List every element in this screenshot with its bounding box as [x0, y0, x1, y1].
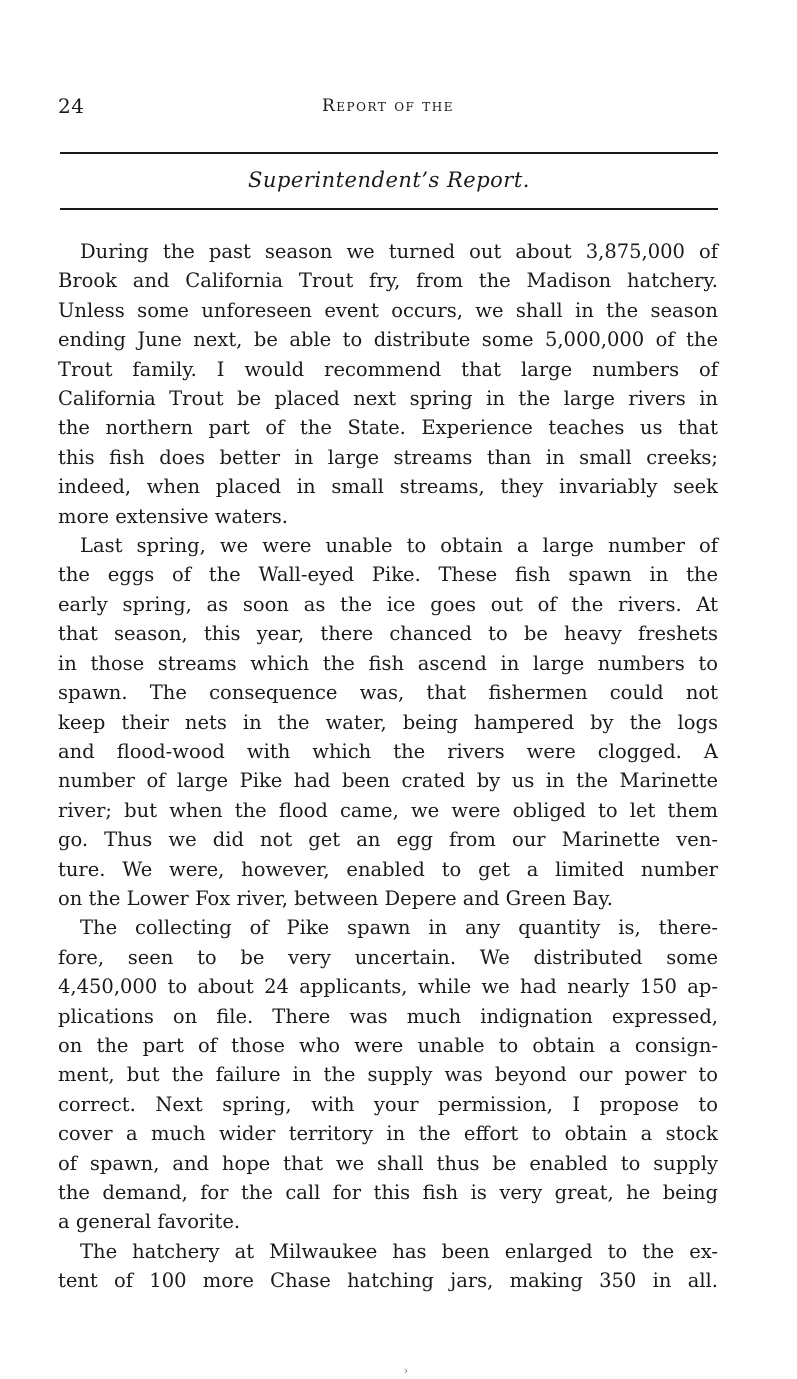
text-line: The collecting of Pike spawn in any quantity is, there- — [80, 916, 718, 940]
text-line: that season, this year, there chanced to be heavy freshets — [58, 622, 718, 646]
text-line: California Trout be placed next spring in the large rivers in — [58, 387, 718, 411]
text-line: the eggs of the Wall-eyed Pike. These fish spawn in the — [58, 563, 718, 587]
paragraph-4 — [58, 1237, 718, 1296]
top-rule — [60, 152, 718, 154]
page-speck: › — [404, 1366, 408, 1377]
text-line: tent of 100 more Chase hatching jars, making 350 in all. — [58, 1269, 718, 1293]
text-line: on the Lower Fox river, between Depere and Green Bay. — [58, 886, 613, 910]
section-title: Superintendent’s Report. — [248, 168, 530, 192]
text-line: cover a much wider territory in the effort to obtain a stock — [58, 1122, 718, 1146]
page-number: 24 — [58, 94, 85, 118]
paragraph-2 — [58, 531, 718, 913]
text-line: the demand, for the call for this fish is very great, he being — [58, 1181, 718, 1204]
text-line: Trout family. I would recommend that large numbers of — [58, 357, 718, 381]
text-line: more extensive waters. — [58, 504, 288, 528]
text-line: keep their nets in the water, being hampered by the logs — [58, 710, 718, 734]
text-line: river; but when the flood came, we were obliged to let them — [58, 798, 718, 822]
text-line: 4,450,000 to about 24 applicants, while we had nearly 150 ap- — [58, 975, 718, 999]
text-line: During the past season we turned out about 3,875,000 of — [80, 240, 718, 263]
text-line: and flood-wood with which the rivers were clogged. A — [58, 739, 718, 763]
text-line: ment, but the failure in the supply was beyond our power to — [58, 1063, 718, 1087]
text-line: correct. Next spring, with your permission, I propose to — [58, 1092, 718, 1116]
text-line: a general favorite. — [58, 1210, 241, 1234]
text-line: fore, seen to be very uncertain. We distributed some — [58, 945, 718, 969]
text-line: Brook and California Trout fry, from the Madison hatchery. — [58, 269, 718, 293]
running-head — [58, 94, 718, 120]
text-line: The hatchery at Milwaukee has been enlarged to the ex- — [80, 1239, 718, 1263]
text-line: of spawn, and hope that we shall thus be enabled to supply — [58, 1151, 718, 1175]
text-line: Last spring, we were unable to obtain a large number of — [80, 534, 718, 558]
bottom-rule — [60, 208, 718, 210]
text-line: on the part of those who were unable to obtain a consign- — [58, 1033, 718, 1057]
text-line: ture. We were, however, enabled to get a limited number — [58, 857, 718, 881]
text-line: spawn. The consequence was, that fishermen could not — [58, 681, 718, 705]
running-title: Report of the — [322, 96, 454, 116]
text-line: indeed, when placed in small streams, they invariably seek — [58, 475, 718, 499]
text-line: the northern part of the State. Experience teaches us that — [58, 416, 718, 440]
text-line: go. Thus we did not get an egg from our Marinette ven- — [58, 828, 718, 852]
text-line: ending June next, be able to distribute some 5,000,000 of the — [58, 328, 718, 352]
text-line: Unless some unforeseen event occurs, we shall in the season — [58, 298, 718, 322]
body-text — [58, 237, 718, 1296]
paragraph-3 — [58, 913, 718, 1236]
text-line: number of large Pike had been crated by us in the Marinette — [58, 769, 718, 793]
paragraph-1 — [58, 237, 718, 531]
text-line: this fish does better in large streams than in small creeks; — [58, 445, 718, 469]
text-line: in those streams which the fish ascend in large numbers to — [58, 651, 718, 675]
text-line: plications on file. There was much indignation expressed, — [58, 1004, 718, 1028]
text-line: early spring, as soon as the ice goes out of the rivers. At — [58, 592, 718, 616]
